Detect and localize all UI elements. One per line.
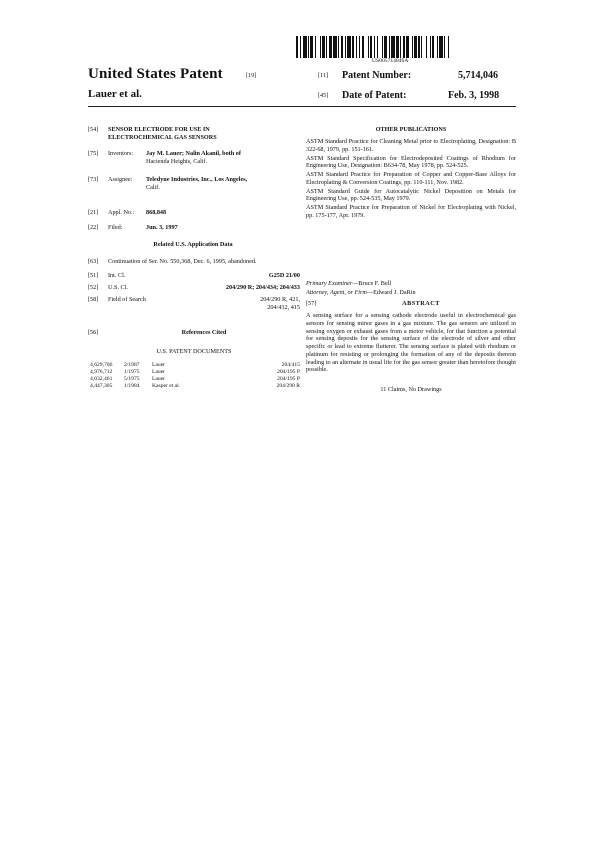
refs-heading: References Cited	[181, 329, 227, 336]
related-heading: Related U.S. Application Data	[153, 241, 233, 248]
reference-class: 204/415	[281, 362, 300, 368]
inventors-line-2: Hacienda Heights, Calif.	[146, 157, 208, 165]
filed-label: Filed:	[108, 224, 123, 231]
left-column	[88, 126, 298, 142]
patent-date: Feb. 3, 1998	[448, 90, 500, 101]
search-value-2: 204/432, 415	[267, 303, 300, 311]
reference-number: 4,447,305	[90, 382, 113, 389]
inventors-label: Inventors:	[108, 150, 134, 157]
attorney-name: —Edward J. DaRin	[366, 289, 416, 296]
inventors-line-1: Jay M. Lauer; Nalin Akanil, both of	[146, 150, 241, 157]
appl-code: [21]	[88, 209, 99, 216]
reference-row	[90, 369, 300, 376]
refs-field	[88, 329, 300, 337]
search-field	[88, 296, 300, 312]
publication-entry: ASTM Standard Practice for Preparation of Copper and Copper-Base Alloys for Electroplating & Conversion Coatings, pp. 110-111, Nov. 1982.	[306, 171, 516, 186]
continuation-code: [63]	[88, 258, 99, 265]
refs-code: [56]	[88, 329, 99, 336]
search-label: Field of Search	[108, 296, 146, 303]
header-rule	[88, 106, 516, 107]
publication-entry: ASTM Standard Guide for Autocatalytic Nickel Deposition on Metals for Engineering Use, pp. 524-535, May 1979.	[306, 187, 516, 203]
assignee-code: [73]	[88, 176, 99, 183]
publication-entry: ASTM Standard Specification for Electrodeposited Coatings of Rhodium for Engineering Use, Designation: B634-78, May 1978, pp. 524-525.	[306, 154, 516, 170]
office-code: [19]	[246, 72, 257, 79]
attorney-label: Attorney, Agent, or Firm	[306, 289, 367, 296]
reference-row	[90, 383, 300, 390]
assignee-line-2: Calif.	[146, 183, 160, 191]
intcl-value: G25D 21/00	[268, 272, 300, 279]
date-label: Date of Patent:	[342, 90, 407, 101]
continuation-field	[88, 258, 298, 266]
search-code: [58]	[88, 296, 99, 303]
assignee-field	[88, 176, 298, 192]
filed-field	[88, 224, 298, 232]
other-pubs-heading: OTHER PUBLICATIONS	[375, 126, 447, 133]
patent-number-label: Patent Number:	[342, 70, 412, 81]
reference-number: 4,032,461	[90, 375, 113, 382]
barcode-number: US005714046A	[372, 58, 409, 64]
abstract-text: A sensing surface for a sensing cathode electrode useful in electrochemical gas sensors for sensing minor gases in a gas mixture. The gas sensors are utilized in sensing oxygen or exhaust gases from a motor vehicle, for that function a potential for sensing deposits for the sensing surface of the electrode of silver and other specific or lead to extreme flutterer. The sensing surface is plated with rhodium or platinum for resisting or prolonging the formation of any of the deposits thereon leading to an alternate in usual life for the gas sensor greater than heretofore thought possible.	[306, 312, 516, 374]
title-line-1: SENSOR ELECTRODE FOR USE IN	[108, 126, 210, 133]
reference-name: Lauer	[152, 362, 166, 368]
reference-class: 204/195 P	[277, 375, 300, 382]
appl-field	[88, 209, 298, 217]
reference-class: 204/290 R	[276, 382, 300, 389]
examiner-line	[306, 280, 516, 288]
patent-number: 5,714,046	[458, 70, 498, 81]
examiner-name: —Bruce F. Bell	[352, 280, 392, 287]
title-line-2: ELECTROCHEMICAL GAS SENSORS	[108, 133, 217, 141]
abstract-code: [57]	[306, 300, 317, 307]
claims-line: 11 Claims, No Drawings	[380, 386, 442, 393]
author: Lauer et al.	[88, 88, 142, 100]
uscl-field	[88, 284, 300, 292]
reference-date: 5/1975	[124, 375, 140, 382]
inventors-field	[88, 150, 298, 166]
barcode-bar	[449, 36, 451, 58]
inventors-code: [75]	[88, 150, 99, 157]
appl-label: Appl. No.:	[108, 209, 135, 216]
appl-value: 868,848	[146, 209, 167, 216]
date-code: [45]	[318, 92, 329, 99]
abstract-heading: ABSTRACT	[402, 300, 440, 307]
reference-row	[90, 376, 300, 383]
assignee-label: Assignee:	[108, 176, 133, 183]
reference-date: 1/1975	[124, 368, 140, 375]
reference-name: Lauer	[152, 368, 166, 375]
assignee-line-1: Teledyne Industries, Inc., Los Angeles,	[146, 176, 248, 183]
search-value-1: 204/290 R, 421,	[260, 296, 300, 303]
filed-code: [22]	[88, 224, 99, 231]
reference-date: 2/1987	[124, 362, 140, 368]
examiner-label: Primary Examiner	[306, 280, 353, 287]
intcl-field	[88, 272, 300, 280]
uscl-value: 204/290 R; 204/434; 204/433	[225, 284, 300, 291]
title-field	[88, 126, 298, 142]
reference-name: Lauer	[152, 375, 166, 382]
publication-entry: ASTM Standard Practice for Preparation of Nickel for Electroplating with Nickel, pp. 175-177, Apr. 1979.	[306, 204, 516, 219]
reference-number: 4,976,712	[90, 368, 113, 375]
reference-date: 1/1984	[124, 382, 140, 389]
other-pubs-list	[306, 138, 516, 221]
intcl-label: Int. Cl.	[108, 272, 126, 279]
abstract-header	[306, 300, 516, 308]
continuation-text: Continuation of Ser. No. 550,368, Dec. 6, 1995, abandoned.	[108, 258, 257, 265]
intcl-code: [51]	[88, 272, 99, 279]
uscl-code: [52]	[88, 284, 99, 291]
reference-list	[90, 362, 302, 390]
reference-number: 4,629,706	[90, 362, 113, 368]
title-code: [54]	[88, 126, 99, 133]
office-title: United States Patent	[88, 66, 223, 82]
reference-name: Kasper et al.	[152, 382, 181, 389]
patent-number-code: [11]	[318, 72, 329, 79]
refs-subheading: U.S. PATENT DOCUMENTS	[156, 348, 232, 355]
reference-row	[90, 362, 300, 369]
uscl-label: U.S. Cl.	[108, 284, 128, 291]
attorney-line	[306, 289, 516, 297]
publication-entry: ASTM Standard Practice for Cleaning Metal prior to Electroplating, Designation: B 322-68, 1979, pp. 151-161.	[306, 138, 516, 153]
barcode	[296, 36, 510, 58]
filed-value: Jun. 3, 1997	[146, 224, 178, 231]
reference-class: 204/195 P	[277, 368, 300, 375]
